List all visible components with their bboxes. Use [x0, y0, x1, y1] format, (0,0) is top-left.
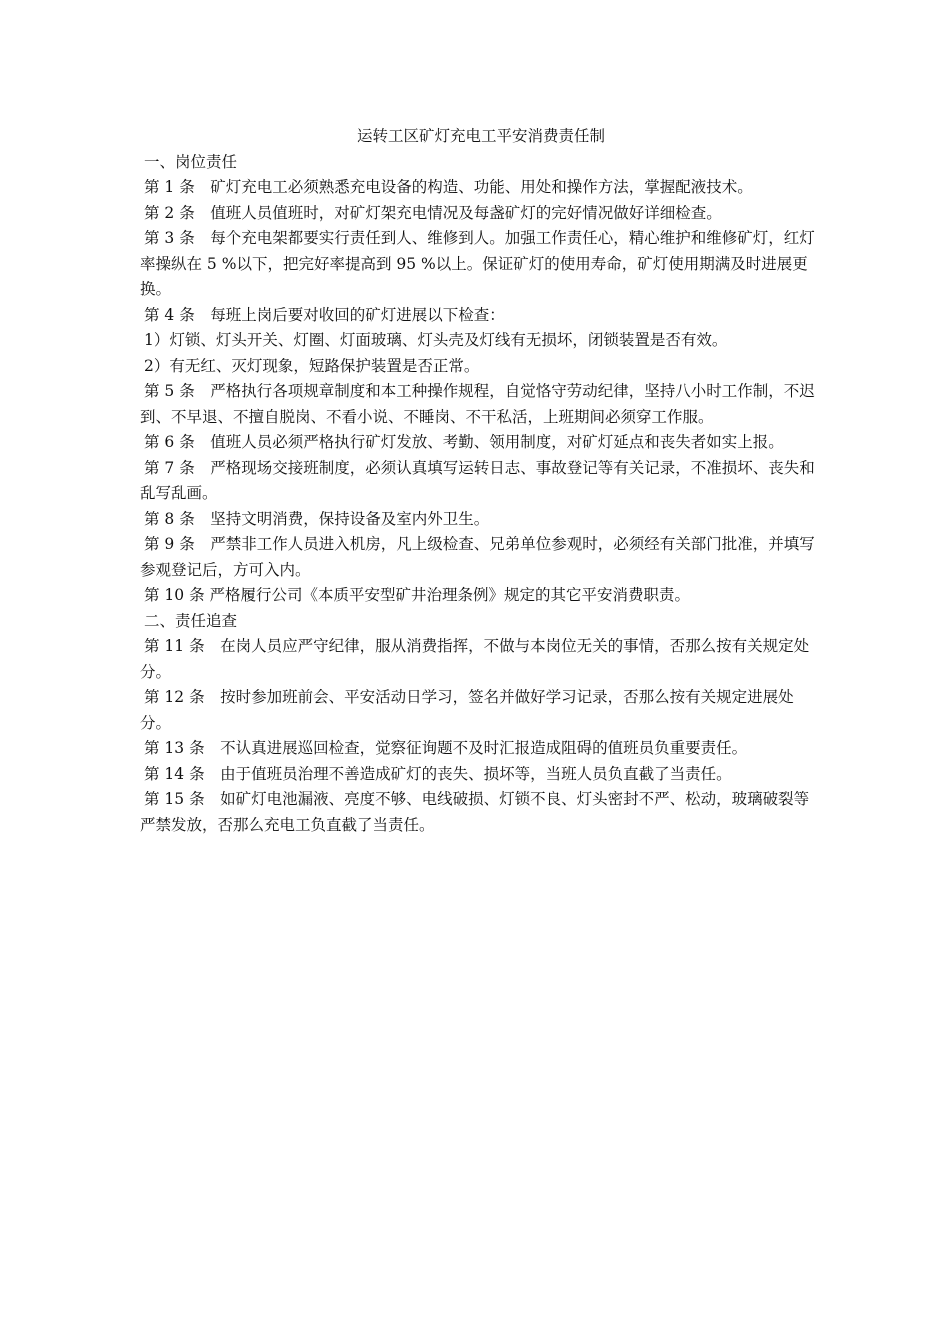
article-12: 第 12 条 按时参加班前会、平安活动日学习，签名并做好学习记录，否那么按有关规定进展处分。	[140, 688, 794, 732]
article-15: 第 15 条 如矿灯电池漏液、亮度不够、电线破损、灯锁不良、灯头密封不严、松动，玻璃破裂等严禁发放，否那么充电工负直截了当责任。	[140, 790, 810, 834]
article-9: 第 9 条 严禁非工作人员进入机房，凡上级检查、兄弟单位参观时，必须经有关部门批准，并填写参观登记后，方可入内。	[140, 535, 815, 579]
article-6: 第 6 条 值班人员必须严格执行矿灯发放、考勤、领用制度，对矿灯延点和丧失者如实上报。	[144, 433, 784, 451]
article-4-item-1: 1）灯锁、灯头开关、灯圈、灯面玻璃、灯头壳及灯线有无损坏，闭锁装置是否有效。	[144, 331, 728, 349]
section-heading-2: 二、责任追查	[144, 611, 238, 630]
article-2: 第 2 条 值班人员值班时，对矿灯架充电情况及每盏矿灯的完好情况做好详细检查。	[144, 203, 722, 222]
article-4-item-2: 2）有无红、灭灯现象，短路保护装置是否正常。	[144, 356, 480, 375]
article-7: 第 7 条 严格现场交接班制度，必须认真填写运转日志、事故登记等有关记录，不准损坏、丧失和乱写乱画。	[140, 458, 815, 502]
article-8: 第 8 条 坚持文明消费，保持设备及室内外卫生。	[144, 509, 490, 528]
article-3: 第 3 条 每个充电架都要实行责任到人、维修到人。加强工作责任心，精心维护和维修矿灯，红灯率操纵在 5 %以下，把完好率提高到 95 %以上。保证矿灯的使用寿命，矿灯使用期满及时进展更换。	[140, 229, 815, 298]
article-5: 第 5 条 严格执行各项规章制度和本工种操作规程，自觉恪守劳动纪律，坚持八小时工作制，不迟到、不早退、不擅自脱岗、不看小说、不睡岗、不干私活，上班期间必须穿工作服。	[140, 382, 815, 426]
article-10: 第 10 条 严格履行公司《本质平安型矿井治理条例》规定的其它平安消费职责。	[144, 586, 691, 604]
document-page	[140, 124, 822, 838]
article-1: 第 1 条 矿灯充电工必须熟悉充电设备的构造、功能、用处和操作方法，掌握配液技术。	[144, 178, 753, 196]
section-heading-1: 一、岗位责任	[144, 152, 238, 171]
article-14: 第 14 条 由于值班员治理不善造成矿灯的丧失、损坏等，当班人员负直截了当责任。	[144, 764, 732, 783]
document-title: 运转工区矿灯充电工平安消费责任制	[356, 127, 605, 145]
article-4: 第 4 条 每班上岗后要对收回的矿灯进展以下检查：	[144, 305, 505, 324]
article-13: 第 13 条 不认真进展巡回检查，觉察征询题不及时汇报造成阻碍的值班员负重要责任。	[144, 739, 748, 757]
article-11: 第 11 条 在岗人员应严守纪律，服从消费指挥，不做与本岗位无关的事情，否那么按有关规定处分。	[140, 637, 810, 681]
